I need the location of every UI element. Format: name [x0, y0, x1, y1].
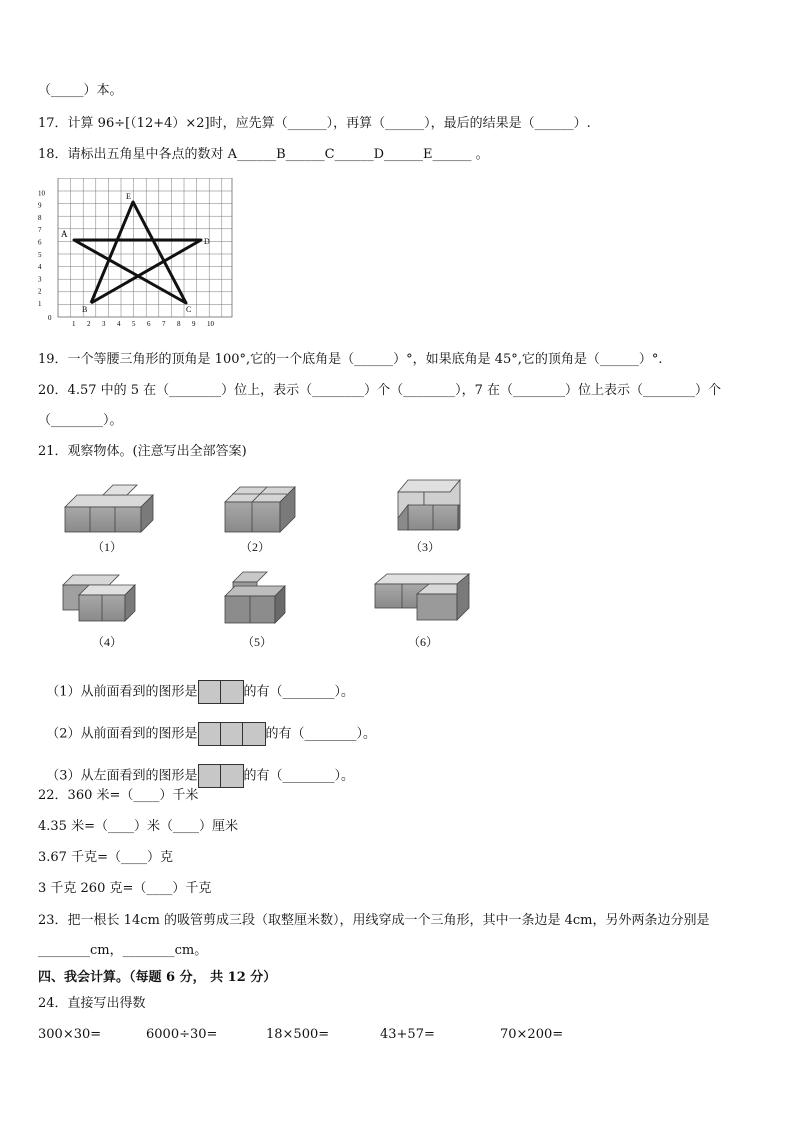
y-tick-label: 5	[38, 250, 42, 259]
y-tick-label: 10	[38, 189, 45, 198]
origin-label: 0	[48, 314, 52, 322]
q23-line2: ________cm，________cm。	[38, 943, 208, 958]
figure-caption-5: （5）	[242, 635, 273, 649]
calc-item-3: 18×500=	[266, 1027, 330, 1042]
y-tick-label: 3	[38, 275, 42, 284]
q20-line2: （________）。	[38, 413, 123, 428]
q20-line1: 20．4.57 中的 5 在（________）位上，表示（________）个（________），7 在（________）位上表示（________）个	[38, 383, 722, 398]
figure-caption-4: （4）	[92, 635, 123, 649]
x-tick-label: 5	[132, 320, 136, 328]
point-label-d: D	[204, 237, 210, 246]
view-shape-two-squares	[198, 680, 244, 704]
point-label-c: C	[186, 305, 192, 314]
y-tick-label: 6	[38, 238, 42, 247]
calc-item-2: 6000÷30=	[146, 1027, 218, 1042]
q22b: 4.35 米=（____）米（____）厘米	[38, 819, 238, 834]
q19: 19．一个等腰三角形的顶角是 100°,它的一个底角是（______）°，如果底角是 45°,它的顶角是（______）°.	[38, 352, 663, 367]
x-tick-label: 9	[192, 320, 196, 328]
y-tick-label: 1	[38, 300, 42, 308]
q21-1-text-b: 的有（________）。	[243, 684, 355, 700]
y-tick-label: 9	[38, 201, 42, 210]
q22c: 3.67 千克=（____）克	[38, 850, 173, 865]
point-label-b: B	[82, 305, 88, 314]
y-tick-label: 7	[38, 226, 42, 235]
q21: 21．观察物体。(注意写出全部答案)	[38, 444, 247, 459]
q22d: 3 千克 260 克=（____）千克	[38, 881, 212, 896]
x-tick-label: 3	[102, 320, 106, 328]
q18: 18．请标出五角星中各点的数对 A______B______C______D______E______ 。	[38, 147, 489, 162]
x-tick-label: 10	[207, 320, 214, 328]
q21-3-text-b: 的有（________）。	[243, 768, 355, 784]
q21-1-text-a: （1）从前面看到的图形是	[46, 684, 198, 700]
figure-caption-3: （3）	[410, 540, 441, 554]
x-tick-label: 4	[117, 320, 121, 328]
point-label-e: E	[126, 192, 131, 201]
calc-item-1: 300×30=	[38, 1027, 102, 1042]
point-label-a: A	[61, 229, 68, 239]
calc-item-4: 43+57=	[380, 1027, 435, 1042]
q22a: 22．360 米=（____）千米	[38, 788, 199, 803]
q23-line1: 23．把一根长 14cm 的吸管剪成三段（取整厘米数），用线穿成一个三角形，其中一条边是 4cm，另外两条边分别是	[38, 913, 710, 928]
x-tick-label: 8	[177, 320, 181, 328]
q21-1	[38, 664, 354, 704]
star-path	[74, 202, 201, 303]
q17: 17．计算 96÷[（12+4）×2]时，应先算（______），再算（______），最后的结果是（______）.	[38, 116, 591, 131]
q24: 24．直接写出得数	[38, 996, 146, 1011]
figure-caption-2: （2）	[240, 540, 271, 554]
q16-tail: （_____）本。	[38, 83, 123, 98]
q21-3-text-a: （3）从左面看到的图形是	[46, 768, 198, 784]
calc-item-5: 70×200=	[500, 1027, 564, 1042]
q21-2-text-a: （2）从前面看到的图形是	[46, 726, 198, 742]
view-shape-two-squares-left	[198, 764, 244, 788]
star-grid-figure	[36, 178, 236, 330]
cube-figures	[55, 472, 485, 657]
q21-2-text-b: 的有（________）。	[265, 726, 377, 742]
y-tick-label: 2	[38, 287, 42, 296]
view-shape-three-squares	[198, 722, 266, 746]
x-tick-label: 1	[72, 320, 76, 328]
y-tick-label: 8	[38, 213, 42, 222]
x-tick-label: 7	[162, 320, 166, 328]
figure-caption-1: （1）	[92, 540, 123, 554]
figure-caption-6: （6）	[408, 635, 439, 649]
x-tick-label: 2	[87, 320, 91, 328]
q21-2	[38, 706, 376, 746]
x-tick-label: 6	[147, 320, 151, 328]
section-4-title: 四、我会计算。（每题 6 分， 共 12 分）	[38, 970, 277, 985]
q21-3	[38, 748, 354, 788]
y-tick-label: 4	[38, 263, 42, 272]
